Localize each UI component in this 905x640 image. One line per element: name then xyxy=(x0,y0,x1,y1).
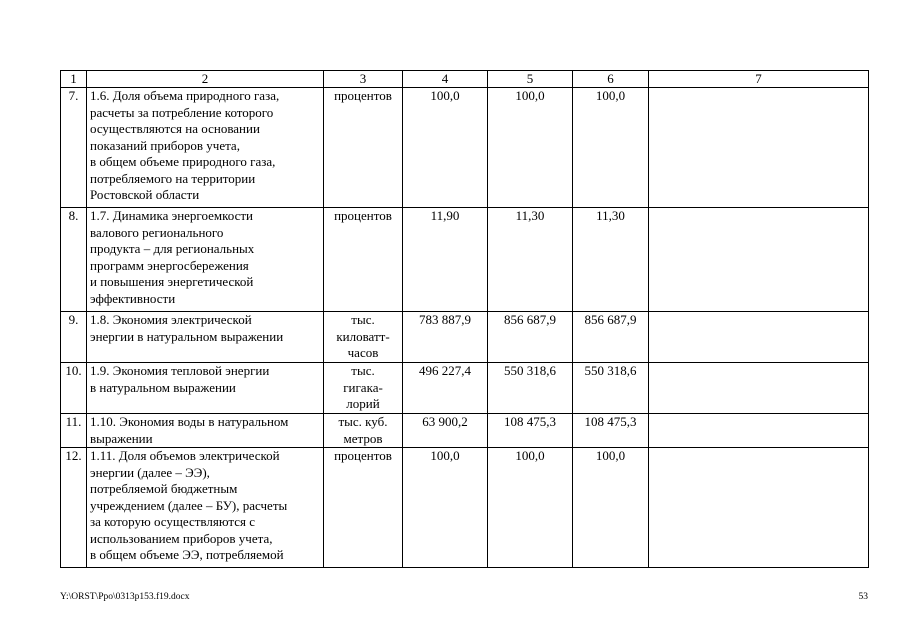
indicator-name: 1.8. Экономия электрической энергии в натуральном выражении xyxy=(87,312,324,363)
value-col-6: 108 475,3 xyxy=(573,414,649,448)
indicator-name: 1.9. Экономия тепловой энергии в натуральном выражении xyxy=(87,363,324,414)
note-cell xyxy=(649,414,869,448)
unit-cell: тыс. гигака- лорий xyxy=(324,363,403,414)
table-row xyxy=(61,414,869,448)
value-col-6: 550 318,6 xyxy=(573,363,649,414)
row-number: 10. xyxy=(61,363,87,414)
table-row xyxy=(61,363,869,414)
value-col-4: 100,0 xyxy=(403,88,488,208)
column-header: 4 xyxy=(403,71,488,88)
value-col-5: 100,0 xyxy=(488,88,573,208)
page-number: 53 xyxy=(858,592,868,602)
indicator-name: 1.11. Доля объемов электрической энергии (далее – ЭЭ), потребляемой бюджетным учреждением (далее – БУ), расчеты за которую осуществляются с использованием приборов учета, в общем объеме ЭЭ, потребляемой xyxy=(87,448,324,568)
value-col-5: 100,0 xyxy=(488,448,573,568)
unit-cell: тыс. киловатт- часов xyxy=(324,312,403,363)
unit-cell: процентов xyxy=(324,448,403,568)
indicator-name: 1.7. Динамика энергоемкости валового регионального продукта – для региональных программ энергосбережения и повышения энергетической эффективности xyxy=(87,208,324,312)
note-cell xyxy=(649,312,869,363)
value-col-6: 11,30 xyxy=(573,208,649,312)
indicator-name: 1.10. Экономия воды в натуральном выражении xyxy=(87,414,324,448)
value-col-4: 783 887,9 xyxy=(403,312,488,363)
table-row xyxy=(61,88,869,208)
note-cell xyxy=(649,208,869,312)
note-cell xyxy=(649,448,869,568)
row-number: 11. xyxy=(61,414,87,448)
value-col-5: 108 475,3 xyxy=(488,414,573,448)
value-col-6: 100,0 xyxy=(573,448,649,568)
header-row xyxy=(61,71,869,88)
data-table xyxy=(60,70,869,568)
value-col-4: 100,0 xyxy=(403,448,488,568)
row-number: 12. xyxy=(61,448,87,568)
row-number: 7. xyxy=(61,88,87,208)
value-col-5: 11,30 xyxy=(488,208,573,312)
value-col-6: 856 687,9 xyxy=(573,312,649,363)
value-col-4: 496 227,4 xyxy=(403,363,488,414)
value-col-5: 856 687,9 xyxy=(488,312,573,363)
value-col-4: 11,90 xyxy=(403,208,488,312)
table-row xyxy=(61,208,869,312)
unit-cell: тыс. куб. метров xyxy=(324,414,403,448)
row-number: 9. xyxy=(61,312,87,363)
column-header: 2 xyxy=(87,71,324,88)
table-row xyxy=(61,448,869,568)
unit-cell: процентов xyxy=(324,208,403,312)
note-cell xyxy=(649,88,869,208)
value-col-6: 100,0 xyxy=(573,88,649,208)
table-row xyxy=(61,312,869,363)
indicator-name: 1.6. Доля объема природного газа, расчеты за потребление которого осуществляются на основании показаний приборов учета, в общем объеме природного газа, потребляемого на территории Ростовской области xyxy=(87,88,324,208)
column-header: 6 xyxy=(573,71,649,88)
column-header: 7 xyxy=(649,71,869,88)
note-cell xyxy=(649,363,869,414)
footer-file-path: Y:\ORST\Ppo\0313p153.f19.docx xyxy=(60,592,190,602)
column-header: 5 xyxy=(488,71,573,88)
unit-cell: процентов xyxy=(324,88,403,208)
value-col-5: 550 318,6 xyxy=(488,363,573,414)
column-header: 3 xyxy=(324,71,403,88)
column-header: 1 xyxy=(61,71,87,88)
row-number: 8. xyxy=(61,208,87,312)
value-col-4: 63 900,2 xyxy=(403,414,488,448)
